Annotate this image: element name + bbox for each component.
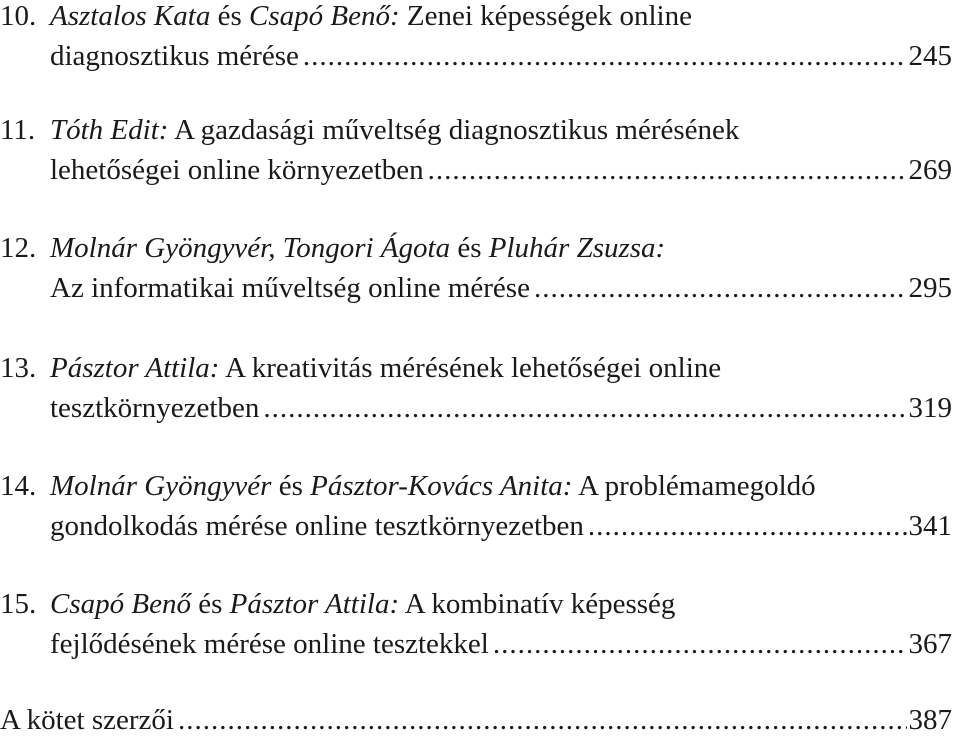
- entry-page-number: 367: [908, 628, 952, 660]
- entry-page-number: 387: [908, 704, 952, 736]
- dot-leader: [588, 506, 907, 546]
- dot-leader: [263, 388, 906, 428]
- toc-entry-line-1: [0, 348, 952, 388]
- entry-title-part-1: Zenei képességek online: [399, 0, 692, 32]
- toc-entry-line-1: [0, 466, 952, 506]
- entry-title-part-1: A kreativitás mérésének lehetőségei online: [219, 352, 722, 384]
- toc-entry-line-2: [0, 624, 952, 664]
- toc-entry-line-2: [0, 36, 952, 76]
- entry-authors-2: Pásztor Attila:: [229, 588, 400, 620]
- toc-entry-15: [0, 584, 952, 664]
- toc-entry-12: [0, 228, 952, 308]
- entry-number: 15.: [0, 588, 37, 620]
- entry-page-number: 245: [908, 40, 952, 72]
- toc-entry-14: [0, 466, 952, 546]
- toc-entry-line-2: [0, 506, 952, 546]
- entry-authors-2: Pásztor-Kovács Anita:: [310, 470, 573, 502]
- entry-title-part-2: gondolkodás mérése online tesztkörnyezetben: [50, 510, 584, 542]
- entry-number: 12.: [0, 232, 37, 264]
- entry-page-number: 319: [908, 392, 952, 424]
- toc-entry-authors: [0, 700, 952, 740]
- entry-page-number: 269: [908, 154, 952, 186]
- entry-authors: Tóth Edit:: [50, 114, 169, 146]
- entry-authors: Asztalos Kata: [50, 0, 211, 32]
- entry-joiner: és: [450, 232, 489, 264]
- toc-entry-line-1: [0, 700, 952, 740]
- toc-entry-11: [0, 110, 952, 190]
- dot-leader: [428, 150, 907, 190]
- entry-title-part-2: fejlődésének mérése online tesztekkel: [50, 628, 489, 660]
- toc-entry-line-1: [0, 0, 952, 36]
- entry-title-part-1: A gazdasági műveltség diagnosztikus mérésének: [168, 114, 740, 146]
- entry-joiner: és: [190, 588, 230, 620]
- toc-entry-10: [0, 0, 952, 76]
- entry-title-part-2: diagnosztikus mérése: [50, 40, 299, 72]
- entry-number: 13.: [0, 352, 37, 384]
- entry-title: A kötet szerzői: [0, 704, 174, 736]
- dot-leader: [534, 268, 907, 308]
- entry-authors: Pásztor Attila:: [50, 352, 220, 384]
- toc-entry-line-1: [0, 110, 952, 150]
- entry-number: 14.: [0, 470, 37, 502]
- entry-authors: Molnár Gyöngyvér: [50, 470, 272, 502]
- entry-joiner: és: [271, 470, 311, 502]
- entry-page-number: 341: [908, 510, 952, 542]
- entry-title-part-2: lehetőségei online környezetben: [50, 154, 424, 186]
- entry-title-part-1: A problémamegoldó: [572, 470, 816, 502]
- entry-number: 11.: [0, 114, 36, 146]
- toc-entry-line-2: [0, 268, 952, 308]
- entry-number: 10.: [0, 0, 37, 32]
- entry-authors-2: Pluhár Zsuzsa:: [488, 232, 666, 264]
- entry-authors: Csapó Benő: [50, 588, 191, 620]
- entry-page-number: 295: [908, 272, 952, 304]
- entry-title-part-2: Az informatikai műveltség online mérése: [50, 272, 530, 304]
- dot-leader: [493, 624, 907, 664]
- dot-leader: [303, 36, 907, 76]
- entry-joiner: és: [210, 0, 250, 32]
- toc-entry-13: [0, 348, 952, 428]
- toc-entry-line-1: [0, 584, 952, 624]
- dot-leader: [178, 700, 907, 740]
- entry-title-part-2: tesztkörnyezetben: [50, 392, 260, 424]
- toc-entry-line-1: [0, 228, 952, 268]
- entry-authors: Molnár Gyöngyvér, Tongori Ágota: [50, 232, 451, 264]
- toc-entry-line-2: [0, 150, 952, 190]
- toc-entry-line-2: [0, 388, 952, 428]
- entry-authors-2: Csapó Benő:: [249, 0, 400, 32]
- entry-title-part-1: A kombinatív képesség: [399, 588, 676, 620]
